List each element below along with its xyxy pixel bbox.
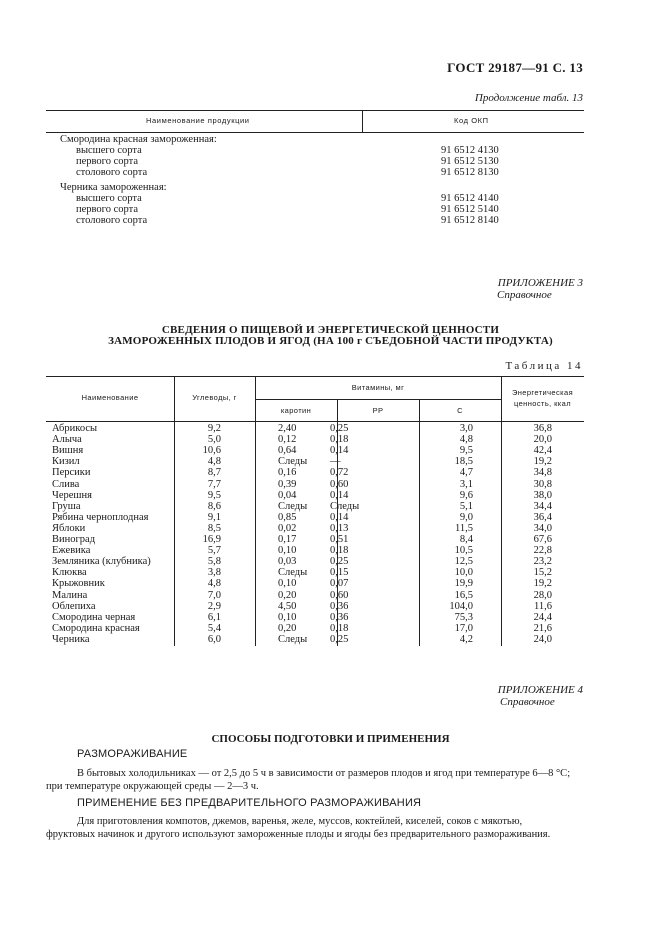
table-row [46, 479, 584, 490]
section-heading-thawing: РАЗМОРАЖИВАНИЕ [77, 748, 188, 760]
energy-cell: 67,6 [533, 534, 552, 545]
table-row [46, 204, 584, 215]
pp-cell: 0,18 [330, 434, 349, 446]
table-row [46, 556, 584, 567]
table-row [46, 456, 584, 467]
appendix-4-title: СПОСОБЫ ПОДГОТОВКИ И ПРИМЕНЕНИЯ [211, 733, 450, 745]
table-row [46, 193, 584, 204]
fruit-name-cell: Черника [52, 633, 90, 645]
energy-cell: 36,8 [533, 423, 552, 434]
energy-cell: 36,4 [533, 511, 552, 523]
table-header-rule [46, 421, 584, 422]
carotene-cell: 0,17 [278, 534, 297, 545]
table-row [46, 590, 584, 601]
vitamins-subheader-rule [255, 399, 501, 400]
fruit-name-cell: Облепиха [52, 600, 96, 612]
table-row [46, 145, 584, 156]
carbs-cell: 9,2 [207, 423, 221, 434]
carotene-cell: Следы [278, 456, 308, 468]
pp-cell: 0,25 [330, 556, 349, 568]
carbs-cell: 3,8 [207, 567, 221, 579]
paragraph-usage-line-1: Для приготовления компотов, джемов, варенья, желе, муссов, коктейлей, киселей, соков с мякотью, [77, 816, 523, 827]
fruit-name-cell: Груша [52, 500, 81, 512]
carotene-cell: 0,16 [278, 467, 297, 479]
carotene-cell: 4,50 [278, 600, 297, 612]
vitamin-c-cell: 10,5 [454, 545, 473, 557]
fruit-name-cell: Малина [52, 589, 88, 601]
paragraph-thawing-line-2: при температуре окружающей среды — 2—3 ч. [46, 781, 259, 792]
carbs-cell: 6,1 [207, 611, 221, 623]
table-row [46, 423, 584, 434]
carbs-cell: 5,8 [207, 556, 221, 568]
table-row [46, 534, 584, 545]
fruit-name-cell: Вишня [52, 445, 84, 457]
carbs-cell: 7,7 [207, 478, 221, 490]
carbs-cell: 8,5 [207, 522, 221, 534]
vitamin-c-cell: 5,1 [459, 500, 473, 512]
carbs-cell: 2,9 [207, 600, 221, 612]
page-header: ГОСТ 29187—91 С. 13 [447, 60, 583, 75]
pp-cell: 0,14 [330, 489, 349, 501]
okp-code-cell: 91 6512 8140 [441, 215, 499, 226]
table-row [46, 601, 584, 612]
energy-cell: 23,2 [533, 556, 552, 568]
column-header-vitamins: Витамины, мг [351, 383, 405, 392]
table-top-rule [46, 110, 584, 111]
appendix-4-label: ПРИЛОЖЕНИЕ 4 [497, 684, 583, 696]
energy-cell: 28,0 [533, 589, 552, 601]
fruit-name-cell: Ежевика [52, 545, 91, 557]
table-row [46, 445, 584, 456]
okp-code-cell: 91 6512 8130 [441, 167, 499, 178]
carotene-cell: 0,12 [278, 434, 297, 446]
vitamin-c-cell: 19,9 [454, 578, 473, 590]
carbs-cell: 8,7 [207, 467, 221, 479]
fruit-name-cell: Слива [52, 478, 80, 490]
vitamin-c-cell: 4,8 [459, 434, 473, 446]
carotene-cell: 0,03 [278, 556, 297, 568]
table-row [46, 167, 584, 178]
energy-cell: 15,2 [533, 567, 552, 579]
table-row [46, 512, 584, 523]
energy-cell: 34,8 [533, 467, 552, 479]
pp-cell: Следы [330, 500, 360, 512]
carbs-cell: 9,5 [207, 489, 221, 501]
carbs-cell: 6,0 [207, 633, 221, 645]
carbs-cell: 5,7 [207, 545, 221, 557]
column-header-product-name: Наименование продукции [146, 116, 250, 125]
vitamin-c-cell: 11,5 [455, 522, 473, 534]
carotene-cell: 0,85 [278, 511, 297, 523]
table-row [46, 134, 584, 145]
fruit-name-cell: Клюква [52, 567, 87, 579]
pp-cell: 0,13 [330, 522, 349, 534]
fruit-name-cell: Смородина черная [52, 611, 136, 623]
table-row [46, 612, 584, 623]
carbs-cell: 4,8 [207, 456, 221, 468]
pp-cell: 0,18 [330, 545, 349, 557]
carotene-cell: 0,10 [278, 611, 297, 623]
carotene-cell: 0,02 [278, 522, 297, 534]
fruit-name-cell: Земляника (клубника) [52, 556, 151, 568]
paragraph-thawing-line-1: В бытовых холодильниках — от 2,5 до 5 ч в зависимости от размеров плодов и ягод при температуре 6—8 °С; [77, 768, 571, 779]
vitamin-c-cell: 75,3 [454, 611, 473, 623]
pp-cell: 0,18 [330, 622, 349, 634]
vitamin-c-cell: 10,0 [454, 567, 473, 579]
carotene-cell: 0,10 [278, 545, 297, 557]
carotene-cell: 0,20 [278, 589, 297, 601]
vitamin-c-cell: 9,6 [459, 489, 473, 501]
vitamin-c-cell: 8,4 [459, 534, 473, 545]
table-row [46, 634, 584, 645]
table-top-rule [46, 376, 584, 377]
appendix-4-type: Справочное [500, 696, 555, 708]
energy-cell: 19,2 [533, 578, 552, 590]
carbs-cell: 8,6 [207, 500, 221, 512]
energy-cell: 19,2 [533, 456, 552, 468]
column-header-energy-line-2: ценность, ккал [514, 399, 571, 408]
pp-cell: 0,07 [330, 578, 349, 590]
carotene-cell: 0,04 [278, 489, 297, 501]
carotene-cell: Следы [278, 633, 308, 645]
carbs-cell: 5,0 [207, 434, 221, 446]
pp-cell: 0,14 [330, 445, 349, 457]
appendix-3-type: Справочное [497, 289, 552, 301]
fruit-name-cell: Виноград [52, 534, 96, 545]
appendix-3-title-line-1: СВЕДЕНИЯ О ПИЩЕВОЙ И ЭНЕРГЕТИЧЕСКОЙ ЦЕННОСТИ [161, 324, 500, 336]
vitamin-c-cell: 104,0 [449, 600, 473, 612]
okp-code-cell: 91 6512 4130 [441, 145, 499, 156]
energy-cell: 30,8 [533, 478, 552, 490]
pp-cell: 0,14 [330, 511, 349, 523]
energy-cell: 22,8 [533, 545, 552, 557]
table-row [46, 578, 584, 589]
table-continuation-label: Продолжение табл. 13 [474, 92, 583, 104]
fruit-name-cell: Черешня [52, 489, 92, 501]
carotene-cell: Следы [278, 567, 308, 579]
fruit-name-cell: Яблоки [52, 522, 86, 534]
fruit-name-cell: Рябина черноплодная [52, 511, 149, 523]
table-row [46, 156, 584, 167]
product-name-cell: столового сорта [76, 167, 148, 178]
table-14 [46, 376, 584, 646]
energy-cell: 42,4 [533, 445, 552, 457]
appendix-3-title-line-2: ЗАМОРОЖЕННЫХ ПЛОДОВ И ЯГОД (НА 100 г СЪЕДОБНОЙ ЧАСТИ ПРОДУКТА) [108, 335, 553, 347]
carbs-cell: 4,8 [207, 578, 221, 590]
energy-cell: 34,0 [533, 522, 552, 534]
carbs-cell: 7,0 [207, 589, 221, 601]
table-row [46, 523, 584, 534]
fruit-name-cell: Смородина красная [52, 622, 140, 634]
energy-cell: 24,0 [533, 633, 552, 645]
okp-code-cell: 91 6512 5130 [441, 156, 499, 167]
product-name-cell: высшего сорта [76, 193, 142, 204]
column-header-pp: PP [372, 406, 384, 415]
vitamin-c-cell: 3,0 [459, 423, 473, 434]
pp-cell: 0,25 [330, 633, 349, 645]
energy-cell: 38,0 [533, 489, 552, 501]
table-14-label: Таблица 14 [505, 360, 583, 372]
vitamin-c-cell: 18,5 [454, 456, 473, 468]
pp-cell: 0,36 [330, 600, 349, 612]
pp-cell: 0,15 [330, 567, 349, 579]
table-header-rule [46, 132, 584, 133]
table-row [46, 215, 584, 226]
carotene-cell: 0,39 [278, 478, 297, 490]
pp-cell: 0,36 [330, 611, 349, 623]
energy-cell: 21,6 [533, 622, 552, 634]
column-header-energy-line-1: Энергетическая [511, 388, 574, 397]
fruit-name-cell: Персики [52, 467, 91, 479]
carbs-cell: 5,4 [207, 622, 221, 634]
vitamin-c-cell: 16,5 [454, 589, 473, 601]
section-heading-no-thawing: ПРИМЕНЕНИЕ БЕЗ ПРЕДВАРИТЕЛЬНОГО РАЗМОРАЖИВАНИЯ [77, 797, 422, 809]
table-row [46, 490, 584, 501]
vitamin-c-cell: 12,5 [454, 556, 473, 568]
vitamin-c-cell: 3,1 [459, 478, 473, 490]
fruit-name-cell: Абрикосы [52, 423, 98, 434]
product-name-cell: Черника замороженная: [60, 182, 167, 193]
column-header-name: Наименование [81, 393, 139, 402]
appendix-3-label: ПРИЛОЖЕНИЕ 3 [497, 277, 583, 289]
product-name-cell: столового сорта [76, 215, 148, 226]
pp-cell: 0,60 [330, 589, 349, 601]
product-name-cell: первого сорта [76, 204, 138, 215]
carbs-cell: 10,6 [202, 445, 221, 457]
vitamin-c-cell: 4,7 [459, 467, 473, 479]
pp-cell: 0,60 [330, 478, 349, 490]
column-header-carotene: каротин [280, 406, 312, 415]
table-row [46, 545, 584, 556]
table-row [46, 467, 584, 478]
table-row [46, 623, 584, 634]
column-header-vitamin-c: С [457, 406, 463, 415]
energy-cell: 11,6 [534, 600, 552, 612]
product-name-cell: первого сорта [76, 156, 138, 167]
table-row [46, 501, 584, 512]
vitamin-c-cell: 9,5 [459, 445, 473, 457]
table-row [46, 182, 584, 193]
vitamin-c-cell: 9,0 [459, 511, 473, 523]
energy-cell: 24,4 [533, 611, 552, 623]
column-header-okp-code: Код ОКП [454, 116, 489, 125]
energy-cell: 34,4 [533, 500, 552, 512]
table-column-divider [362, 110, 363, 132]
paragraph-usage-line-2: фруктовых начинок и другого используют замороженные плоды и ягоды без предварительного размораживания. [46, 829, 551, 840]
okp-code-cell: 91 6512 4140 [441, 193, 499, 204]
carbs-cell: 16,9 [202, 534, 221, 545]
carotene-cell: 2,40 [278, 423, 297, 434]
column-header-carbs: Углеводы, г [192, 393, 237, 402]
fruit-name-cell: Алыча [52, 434, 82, 446]
table-row [46, 567, 584, 578]
fruit-name-cell: Крыжовник [52, 578, 105, 590]
pp-cell: 0,51 [330, 534, 349, 545]
table-13 [46, 110, 584, 234]
vitamin-c-cell: 17,0 [454, 622, 473, 634]
carotene-cell: 0,64 [278, 445, 297, 457]
fruit-name-cell: Кизил [52, 456, 80, 468]
carotene-cell: 0,10 [278, 578, 297, 590]
vitamin-c-cell: 4,2 [459, 633, 473, 645]
carotene-cell: Следы [278, 500, 308, 512]
table-row [46, 434, 584, 445]
energy-cell: 20,0 [533, 434, 552, 446]
product-name-cell: Смородина красная замороженная: [60, 134, 217, 145]
pp-cell: — [330, 456, 341, 468]
carotene-cell: 0,20 [278, 622, 297, 634]
carbs-cell: 9,1 [207, 511, 221, 523]
pp-cell: 0,25 [330, 423, 349, 434]
pp-cell: 0,72 [330, 467, 349, 479]
okp-code-cell: 91 6512 5140 [441, 204, 499, 215]
product-name-cell: высшего сорта [76, 145, 142, 156]
